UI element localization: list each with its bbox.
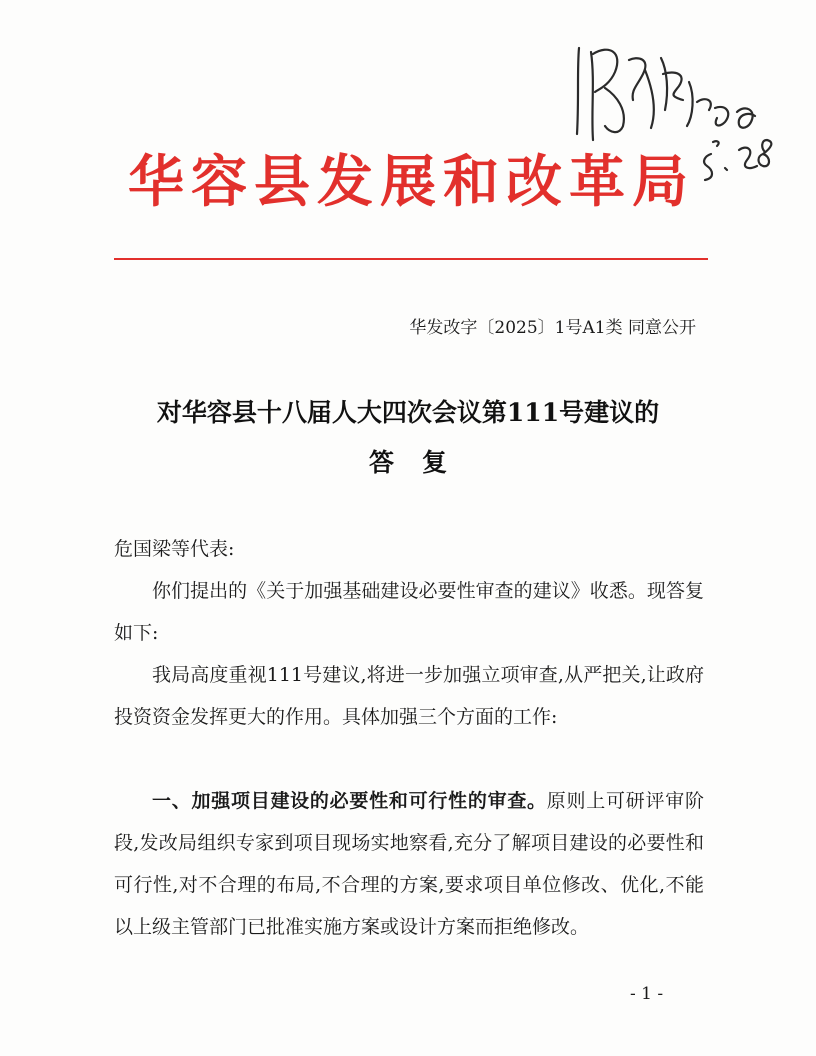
salutation: 危国梁等代表: [114, 538, 235, 560]
issuing-organization-title: 华容县发展和改革局 [128, 149, 695, 215]
paragraph-point-one [114, 780, 704, 948]
point-one-body: 原则上可研评审阶段,发改局组织专家到项目现场实地察看,充分了解项目建设的必要性和可行性,对不合理的布局,不合理的方案,要求项目单位修改、优化,不能以上级主管部门已批准实施方案或设计方案而拒绝修改。 [114, 790, 704, 938]
paragraph-acknowledgement: 你们提出的《关于加强基础建设必要性审查的建议》收悉。现答复如下: [114, 580, 704, 644]
document-title-line1: 对华容县十八届人大四次会议第111号建议的 [156, 398, 660, 427]
point-one-heading: 一、加强项目建设的必要性和可行性的审查。 [152, 790, 547, 812]
red-divider-line [114, 258, 708, 260]
document-title-line2: 答复 [368, 448, 475, 477]
page-number: - 1 - [630, 984, 664, 1004]
document-number: 华发改字〔2025〕1号A1类 同意公开 [409, 318, 696, 338]
paragraph-overview: 我局高度重视111号建议,将进一步加强立项审查,从严把关,让政府投资资金发挥更大的作用。具体加强三个方面的工作: [114, 664, 704, 728]
